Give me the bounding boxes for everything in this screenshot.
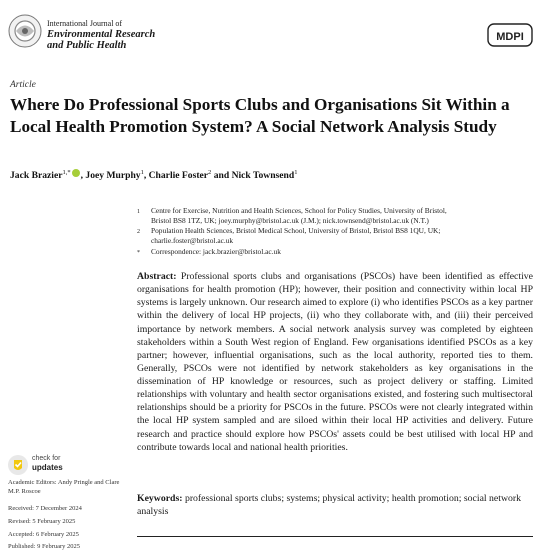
check-updates-line1: check for [32, 455, 61, 462]
check-updates-icon [8, 455, 28, 475]
author-affiliation-marker: 1 [140, 169, 144, 176]
affiliation-1-line-1: Centre for Exercise, Nutrition and Health Sciences, School for Policy Studies, University of Bristol, [151, 206, 447, 215]
author-separator: and [211, 170, 232, 182]
accepted-date: Accepted: 6 February 2025 [8, 531, 79, 538]
author-name: Charlie Foster [148, 170, 209, 182]
affiliation-number: 2 [137, 229, 140, 235]
author-affiliation-marker: 1 [294, 169, 298, 176]
abstract-text: Professional sports clubs and organisations (PSCOs) have been identified as effective organisations for health promotion (HP); however, their position and connectivity within local HP systems is largely unknown. Our research aimed to explore (i) who identifies PSCOs as a key partner within the delivery of local HP projects, (ii) who they collaborate with, and (iii) their perceived importance by network members. A social network analysis survey was completed by eighteen stakeholders within a South West region of England. Few organisations identified PSCOs as a key partner; however, influential organisations, such as the local authority, reported ties to them. Generally, PSCOs were not identified by network stakeholders as key organisations in the dissemination of HP knowledge or resources, such as project delivery or staffing. Limited relationships with voluntary and health sector organisations existed, and fostering such multisectoral relationships should be a priority for PSCOs in the future. PSCOs were not clearly integrated within the local HP system sampled and are siloed within their local HP activities and delivery. Future research and practice should explore how PSCOs' assets could be best utilised with local HP and contribute towards local and national health priorities. [137, 271, 533, 453]
article-type: Article [10, 80, 36, 90]
author-name: Joey Murphy [85, 170, 141, 182]
publisher-name: MDPI [496, 31, 524, 43]
abstract-label: Abstract: [137, 271, 177, 282]
author-name: Jack Brazier [10, 170, 63, 182]
revised-date: Revised: 5 February 2025 [8, 518, 76, 525]
paper-title: Where Do Professional Sports Clubs and Organisations Sit Within a Local Health Promotion System? A Social Network Analysis Study [10, 95, 510, 136]
check-updates-line2: updates [32, 463, 63, 472]
section-divider [137, 536, 533, 537]
affiliation-1-line-2: Bristol BS8 1TZ, UK; joey.murphy@bristol.ac.uk (J.M.); nick.townsend@bristol.ac.uk (N.T.) [151, 216, 429, 225]
correspondence: Correspondence: jack.brazier@bristol.ac.uk [151, 247, 281, 256]
published-date: Published: 9 February 2025 [8, 543, 81, 550]
author-affiliation-marker: 2 [208, 169, 212, 176]
received-date: Received: 7 December 2024 [8, 505, 82, 512]
author-name: Nick Townsend [231, 170, 295, 182]
journal-prefix: International Journal of [47, 19, 123, 28]
author-affiliation-marker: 1,* [62, 169, 71, 176]
academic-editors: Academic Editors: Andy Pringle and Clare M.P. Roscoe [8, 479, 120, 495]
journal-name-line1: Environmental Research [47, 29, 156, 40]
affiliation-2-line-1: Population Health Sciences, Bristol Medical School, University of Bristol, Bristol BS8 1QU, UK; [151, 226, 441, 235]
journal-title [47, 19, 155, 51]
keywords-label: Keywords: [137, 493, 183, 504]
author-separator: , [143, 170, 149, 182]
affiliation-number: 1 [137, 209, 140, 215]
orcid-icon[interactable] [72, 169, 80, 177]
affiliation-number: * [137, 250, 140, 256]
publisher-logo [487, 23, 533, 47]
affiliation-2-line-2: charlie.foster@bristol.ac.uk [151, 236, 234, 245]
journal-name-line2: and Public Health [47, 40, 127, 51]
keywords-text: professional sports clubs; systems; physical activity; health promotion; social network analysis [137, 493, 521, 518]
journal-logo [8, 14, 42, 48]
keywords [137, 492, 533, 518]
author-list [10, 169, 297, 181]
author-separator: , [80, 170, 86, 182]
abstract [137, 270, 533, 454]
